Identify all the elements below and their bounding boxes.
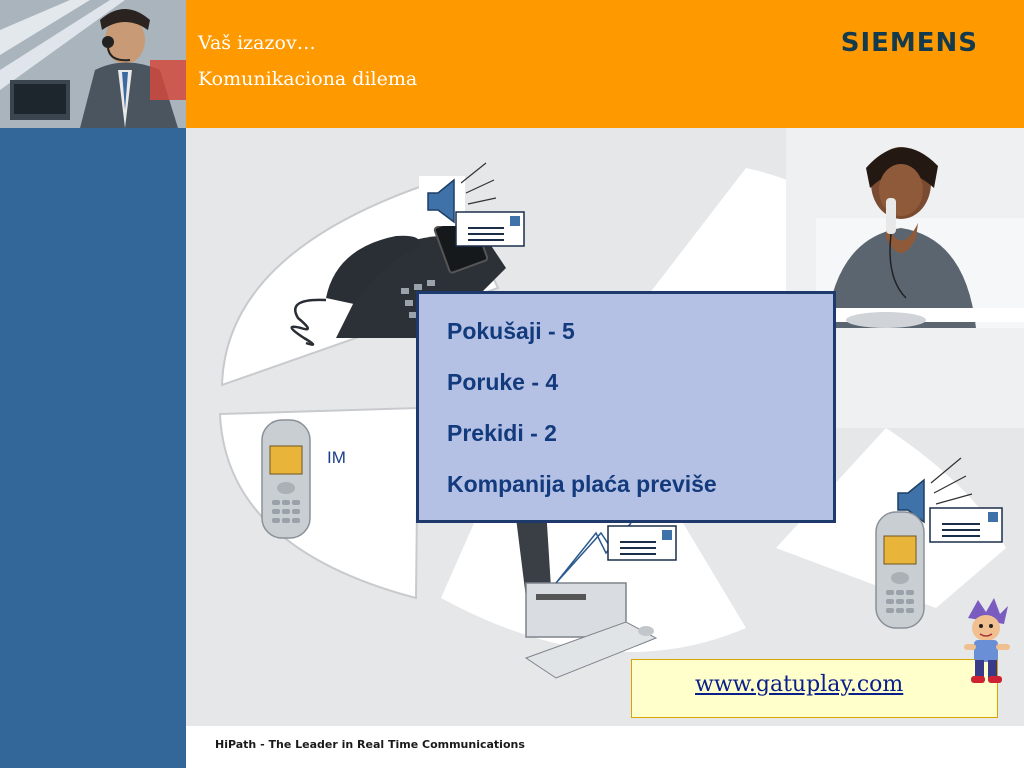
website-link[interactable]: www.gatuplay.com	[695, 672, 904, 697]
header-bar	[186, 0, 1024, 128]
info-line-attempts: Pokušaji - 5	[447, 318, 575, 344]
slide-title: Vaš izazov…	[198, 32, 316, 54]
url-banner	[631, 659, 998, 718]
slide-subtitle: Komunikaciona dilema	[198, 68, 418, 90]
footer-bar	[186, 726, 1024, 768]
siemens-logo: SIEMENS	[840, 28, 978, 58]
info-line-messages: Poruke - 4	[447, 369, 559, 395]
envelope-icon	[608, 526, 676, 560]
info-line-company-cost: Kompanija plaća previše	[447, 471, 717, 497]
footer-tagline: HiPath - The Leader in Real Time Communications	[215, 738, 525, 751]
im-label: IM	[327, 448, 346, 467]
envelope-icon	[930, 508, 1002, 542]
mobile-phone-icon	[262, 420, 310, 538]
info-callout-box	[416, 291, 836, 523]
mascot-figure	[958, 598, 1014, 686]
envelope-icon	[456, 212, 524, 246]
mobile-phone-icon	[876, 512, 924, 628]
info-line-interruptions: Prekidi - 2	[447, 420, 557, 446]
header-photo	[0, 0, 186, 128]
left-sidebar-band	[0, 128, 186, 768]
